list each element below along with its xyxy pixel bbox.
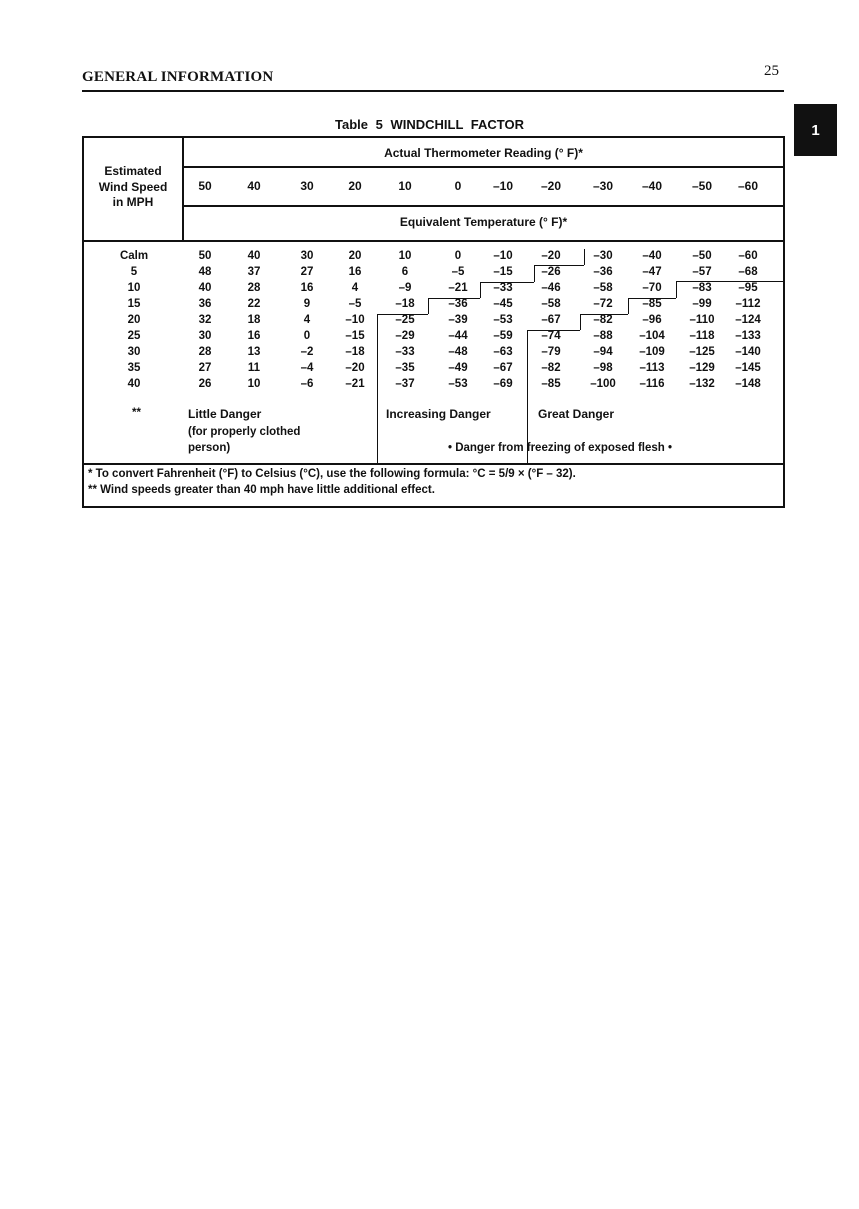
wind-speed-cell: 10 (127, 282, 141, 294)
temperature-cell: –125 (689, 346, 715, 358)
temperature-cell: –25 (395, 314, 415, 326)
temperature-cell: –5 (348, 298, 362, 310)
temperature-cell: –83 (692, 282, 712, 294)
temperature-cell: –85 (642, 298, 662, 310)
temperature-cell: –74 (541, 330, 561, 342)
temperature-cell: –20 (345, 362, 365, 374)
temperature-cell: –47 (642, 266, 662, 278)
wind-speed-label-1: Estimated (104, 164, 162, 178)
temperature-header: –40 (641, 179, 663, 193)
temperature-cell: –104 (639, 330, 665, 342)
temperature-cell: –110 (689, 314, 715, 326)
temperature-cell: –33 (395, 346, 415, 358)
temperature-cell: –10 (493, 250, 513, 262)
wind-speed-label-3: in MPH (112, 195, 154, 209)
temperature-cell: –6 (300, 378, 314, 390)
little-danger-label: Little Danger (188, 407, 262, 421)
temperature-cell: –145 (735, 362, 761, 374)
wind-speed-cell: 15 (127, 298, 141, 310)
temperature-cell: –70 (642, 282, 662, 294)
temperature-cell: –39 (448, 314, 468, 326)
temperature-cell: –57 (692, 266, 712, 278)
temperature-cell: –5 (451, 266, 465, 278)
temperature-cell: –112 (735, 298, 761, 310)
equivalent-heading-rule (182, 205, 785, 207)
little-danger-note-1: (for properly clothed (188, 426, 301, 438)
temperature-cell: 27 (300, 266, 314, 278)
temperature-cell: 0 (454, 250, 462, 262)
temperature-cell: –44 (448, 330, 468, 342)
stars-label: ** (132, 407, 141, 419)
temperature-cell: –124 (735, 314, 761, 326)
temperature-cell: –49 (448, 362, 468, 374)
page-number: 25 (764, 63, 779, 79)
temperature-cell: –82 (593, 314, 613, 326)
temperature-cell: 16 (300, 282, 314, 294)
temperature-cell: –20 (541, 250, 561, 262)
temperature-cell: –118 (689, 330, 715, 342)
temperature-header: –50 (691, 179, 713, 193)
temperature-cell: 18 (247, 314, 261, 326)
temperature-cell: –2 (300, 346, 314, 358)
temperature-cell: –109 (639, 346, 665, 358)
wind-speed-cell: 30 (127, 346, 141, 358)
footnote-separator (82, 463, 785, 465)
temperature-cell: –33 (493, 282, 513, 294)
temperature-cell: –45 (493, 298, 513, 310)
wind-speed-cell: Calm (119, 250, 149, 262)
temperature-header: –30 (592, 179, 614, 193)
temperature-cell: 28 (247, 282, 261, 294)
increasing-danger-label: Increasing Danger (386, 407, 491, 421)
temperature-cell: –59 (493, 330, 513, 342)
temperature-cell: 48 (198, 266, 212, 278)
temperature-cell: –26 (541, 266, 561, 278)
temperature-cell: –68 (738, 266, 758, 278)
temperature-cell: –94 (593, 346, 613, 358)
temperature-cell: 20 (348, 250, 362, 262)
temperature-header: 0 (454, 179, 462, 193)
temperature-cell: –67 (493, 362, 513, 374)
temperature-cell: 30 (198, 330, 212, 342)
temperature-header: 40 (247, 179, 261, 193)
temperature-cell: –29 (395, 330, 415, 342)
temperature-cell: –85 (541, 378, 561, 390)
temperature-cell: 50 (198, 250, 212, 262)
temperature-cell: –116 (639, 378, 665, 390)
table-border-top (82, 136, 785, 138)
zone-boundary-v1 (377, 314, 378, 464)
great-danger-label: Great Danger (538, 407, 615, 421)
temperature-cell: –40 (642, 250, 662, 262)
temperature-cell: 13 (247, 346, 261, 358)
zone-boundary-gv4 (676, 281, 677, 298)
temperature-header: 30 (300, 179, 314, 193)
footnote-1: * To convert Fahrenheit (°F) to Celsius (°C), use the following formula: °C = 5/9 × (°F – 32). (88, 468, 576, 480)
temperature-cell: –10 (345, 314, 365, 326)
temperature-cell: –133 (735, 330, 761, 342)
temperature-cell: 40 (198, 282, 212, 294)
temperature-cell: 37 (247, 266, 261, 278)
temperature-cell: –148 (735, 378, 761, 390)
temperature-cell: –69 (493, 378, 513, 390)
zone-boundary-v2 (428, 298, 429, 314)
temperature-header: 50 (198, 179, 212, 193)
temperature-cell: 22 (247, 298, 261, 310)
section-title: GENERAL INFORMATION (82, 69, 274, 85)
actual-heading-rule (182, 166, 785, 168)
temperature-cell: 40 (247, 250, 261, 262)
wind-speed-cell: 20 (127, 314, 141, 326)
temperature-cell: 10 (247, 378, 261, 390)
temperature-cell: 9 (303, 298, 311, 310)
little-danger-note-2: person) (188, 442, 231, 454)
temperature-header: –20 (540, 179, 562, 193)
temperature-cell: 16 (247, 330, 261, 342)
temperature-cell: –67 (541, 314, 561, 326)
temperature-cell: –60 (738, 250, 758, 262)
temperature-cell: –15 (345, 330, 365, 342)
temperature-cell: –99 (692, 298, 712, 310)
temperature-cell: –100 (590, 378, 616, 390)
temperature-cell: 32 (198, 314, 212, 326)
footnote-2: ** Wind speeds greater than 40 mph have little additional effect. (88, 484, 435, 496)
temperature-cell: –79 (541, 346, 561, 358)
temperature-cell: –88 (593, 330, 613, 342)
zone-boundary-gv3 (628, 298, 629, 314)
header-separator (82, 240, 785, 242)
temperature-cell: –48 (448, 346, 468, 358)
header-rule (82, 90, 784, 92)
wind-speed-cell: 25 (127, 330, 141, 342)
temperature-cell: –18 (345, 346, 365, 358)
temperature-cell: –9 (398, 282, 412, 294)
temperature-cell: 26 (198, 378, 212, 390)
temperature-cell: –132 (689, 378, 715, 390)
temperature-cell: 28 (198, 346, 212, 358)
temperature-cell: –35 (395, 362, 415, 374)
table-caption: Table 5 WINDCHILL FACTOR (335, 117, 524, 132)
temperature-cell: –113 (639, 362, 665, 374)
temperature-cell: –96 (642, 314, 662, 326)
temperature-cell: –98 (593, 362, 613, 374)
temperature-cell: –140 (735, 346, 761, 358)
temperature-cell: 4 (351, 282, 359, 294)
temperature-cell: –36 (593, 266, 613, 278)
temperature-cell: –53 (493, 314, 513, 326)
temperature-cell: 16 (348, 266, 362, 278)
temperature-header: 10 (398, 179, 412, 193)
temperature-cell: –58 (541, 298, 561, 310)
temperature-cell: 4 (303, 314, 311, 326)
temperature-cell: –18 (395, 298, 415, 310)
temperature-cell: –37 (395, 378, 415, 390)
temperature-cell: 27 (198, 362, 212, 374)
temperature-header: –60 (737, 179, 759, 193)
temperature-cell: 0 (303, 330, 311, 342)
temperature-cell: –21 (345, 378, 365, 390)
temperature-cell: –58 (593, 282, 613, 294)
temperature-cell: 36 (198, 298, 212, 310)
wind-speed-label-2: Wind Speed (98, 180, 168, 194)
table-border-bottom (82, 506, 785, 508)
temperature-cell: 11 (247, 362, 261, 374)
wind-speed-cell: 40 (127, 378, 141, 390)
temperature-cell: –21 (448, 282, 468, 294)
temperature-cell: –15 (493, 266, 513, 278)
temperature-cell: –4 (300, 362, 314, 374)
temperature-cell: –82 (541, 362, 561, 374)
temperature-cell: –72 (593, 298, 613, 310)
wind-speed-cell: 5 (130, 266, 138, 278)
wind-speed-cell: 35 (127, 362, 141, 374)
temperature-cell: 10 (398, 250, 412, 262)
equivalent-temperature-heading: Equivalent Temperature (° F)* (399, 215, 568, 229)
temperature-cell: 30 (300, 250, 314, 262)
temperature-cell: 6 (401, 266, 409, 278)
temperature-cell: –36 (448, 298, 468, 310)
temperature-cell: –95 (738, 282, 758, 294)
temperature-cell: –63 (493, 346, 513, 358)
chapter-tab: 1 (794, 104, 837, 156)
temperature-cell: –129 (689, 362, 715, 374)
temperature-cell: –50 (692, 250, 712, 262)
temperature-header: –10 (492, 179, 514, 193)
actual-reading-heading: Actual Thermometer Reading (° F)* (384, 146, 583, 160)
table-border-right (783, 136, 785, 508)
temperature-cell: –46 (541, 282, 561, 294)
temperature-cell: –53 (448, 378, 468, 390)
freezing-note: • Danger from freezing of exposed flesh • (447, 442, 673, 454)
temperature-header: 20 (348, 179, 362, 193)
temperature-cell: –30 (593, 250, 613, 262)
